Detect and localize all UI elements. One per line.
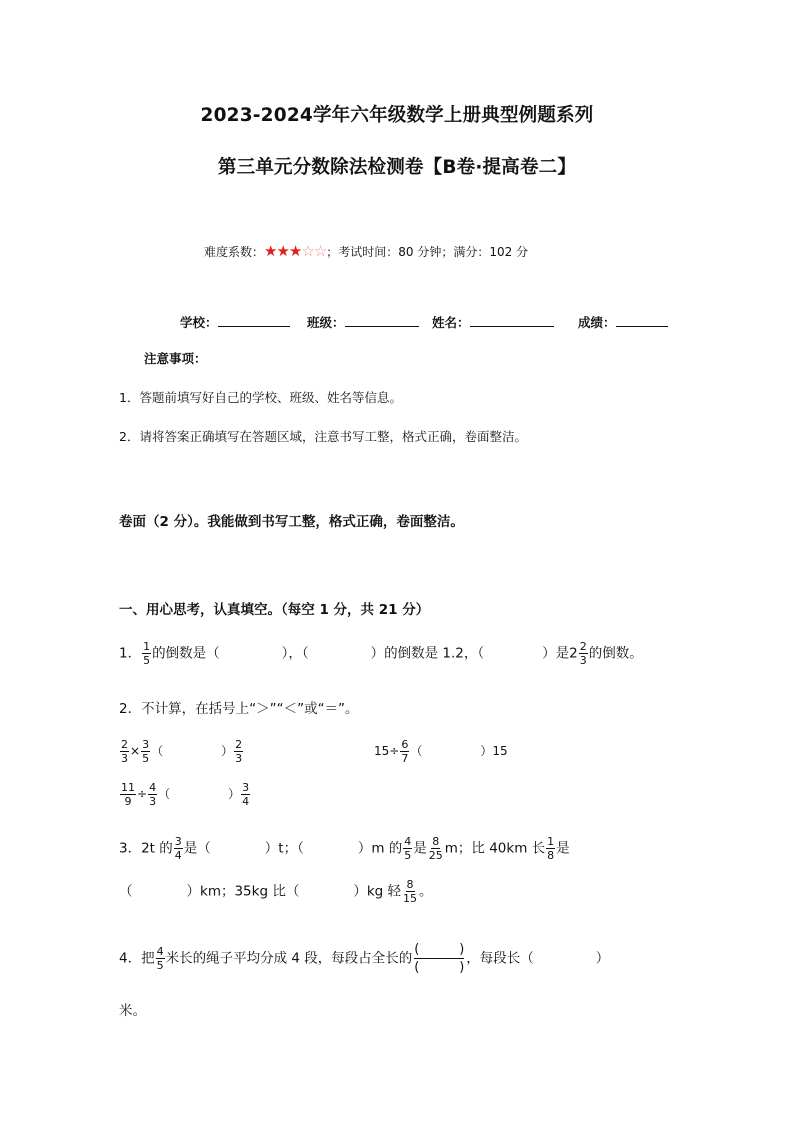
- name-label: 姓名：: [432, 315, 470, 330]
- class-field[interactable]: [307, 313, 419, 331]
- fraction: $\frac{4}{3}$: [149, 781, 157, 808]
- star-filled-icon: ★: [288, 242, 302, 260]
- school-blank[interactable]: [218, 313, 290, 327]
- question-4: 4．把 $\frac{4}{5}$ 米长的绳子平均分成 4 段，每段占全长的 ( ) ( ) ，每段长（ ）: [119, 942, 610, 975]
- fraction: $\frac{1}{8}$: [547, 835, 555, 862]
- mixed-number-whole: 2: [569, 645, 578, 662]
- exam-meta: [204, 242, 528, 260]
- school-field[interactable]: [180, 313, 290, 331]
- question-number: 1．: [119, 645, 142, 662]
- note-item: 1．答题前填写好自己的学校、班级、姓名等信息。: [119, 390, 402, 405]
- class-blank[interactable]: [345, 313, 419, 327]
- title-line-1: 2023-2024学年六年级数学上册典型例题系列: [200, 105, 594, 126]
- question-4-line-2: 米。: [119, 1003, 146, 1019]
- question-3: 3．2t 的 $\frac{3}{4}$ 是（ ）t；（ ）m 的 $\frac{4}{5}$ 是 $\frac{8}{25}$ m；比 40km 长 $\frac{1}{8}$ 是: [119, 835, 570, 862]
- fraction: $\frac{6}{7}$: [401, 738, 409, 765]
- name-field[interactable]: [432, 313, 554, 331]
- neatness-statement: 卷面（2 分）。我能做到书写工整，格式正确，卷面整洁。: [119, 514, 464, 530]
- question-1: 1． $\frac{1}{5}$ 的倒数是（ ），（ ）的倒数是 1.2，（ ）是2 $\frac{2}{3}$ 的倒数。: [119, 640, 643, 667]
- compare-a: $\frac{2}{3}$ × $\frac{3}{5}$ （ ） $\frac{2}{3}$: [121, 738, 243, 765]
- title-line-2: 第三单元分数除法检测卷【B卷·提高卷二】: [217, 157, 577, 178]
- fraction: $\frac{8}{25}$: [428, 835, 443, 862]
- star-filled-icon: ★: [264, 242, 277, 260]
- score-label: 成绩：: [578, 315, 616, 330]
- fraction: $\frac{4}{5}$: [404, 835, 412, 862]
- section-1-heading: 一、用心思考，认真填空。（每空 1 分，共 21 分）: [119, 602, 430, 618]
- question-2: 2．不计算，在括号上“＞”“＜”或“＝”。: [119, 701, 359, 717]
- star-empty-icon: ☆: [301, 242, 314, 260]
- fraction: $\frac{2}{3}$: [121, 738, 128, 765]
- fraction: $\frac{2}{3}$: [235, 738, 243, 765]
- score-blank[interactable]: [616, 313, 668, 327]
- fraction: $\frac{3}{4}$: [174, 835, 182, 862]
- fraction: $\frac{4}{5}$: [156, 945, 164, 972]
- notes-heading: 注意事项：: [144, 351, 207, 366]
- exam-time-score: ；考试时间：80 分钟；满分：102 分: [326, 245, 529, 259]
- class-label: 班级：: [307, 315, 345, 330]
- fraction: $\frac{8}{15}$: [403, 878, 418, 905]
- star-empty-icon: ☆: [313, 242, 327, 260]
- compare-b: 15÷ $\frac{6}{7}$ （ ）15: [374, 738, 508, 765]
- school-label: 学校：: [180, 315, 218, 330]
- fraction: $\frac{1}{5}$: [143, 640, 151, 667]
- question-number: 3．: [119, 840, 142, 857]
- difficulty-stars: [264, 242, 326, 260]
- fraction: $\frac{11}{9}$: [121, 781, 135, 808]
- fraction: $\frac{3}{4}$: [242, 781, 250, 808]
- fraction: $\frac{3}{5}$: [142, 738, 150, 765]
- score-field[interactable]: [578, 313, 668, 331]
- question-3-line-2: （ ）km；35kg 比（ ）kg 轻 $\frac{8}{15}$ 。: [119, 878, 433, 905]
- star-filled-icon: ★: [276, 242, 289, 260]
- note-item: 2．请将答案正确填写在答题区域，注意书写工整，格式正确，卷面整洁。: [119, 429, 527, 444]
- question-number: 4．: [119, 950, 142, 967]
- difficulty-label: 难度系数：: [204, 245, 265, 259]
- fraction: $\frac{2}{3}$: [579, 640, 587, 667]
- compare-c: $\frac{11}{9}$ ÷ $\frac{4}{3}$ （ ） $\frac{3}{4}$: [121, 781, 250, 808]
- blank-fraction[interactable]: ( ) ( ): [414, 942, 465, 975]
- name-blank[interactable]: [470, 313, 554, 327]
